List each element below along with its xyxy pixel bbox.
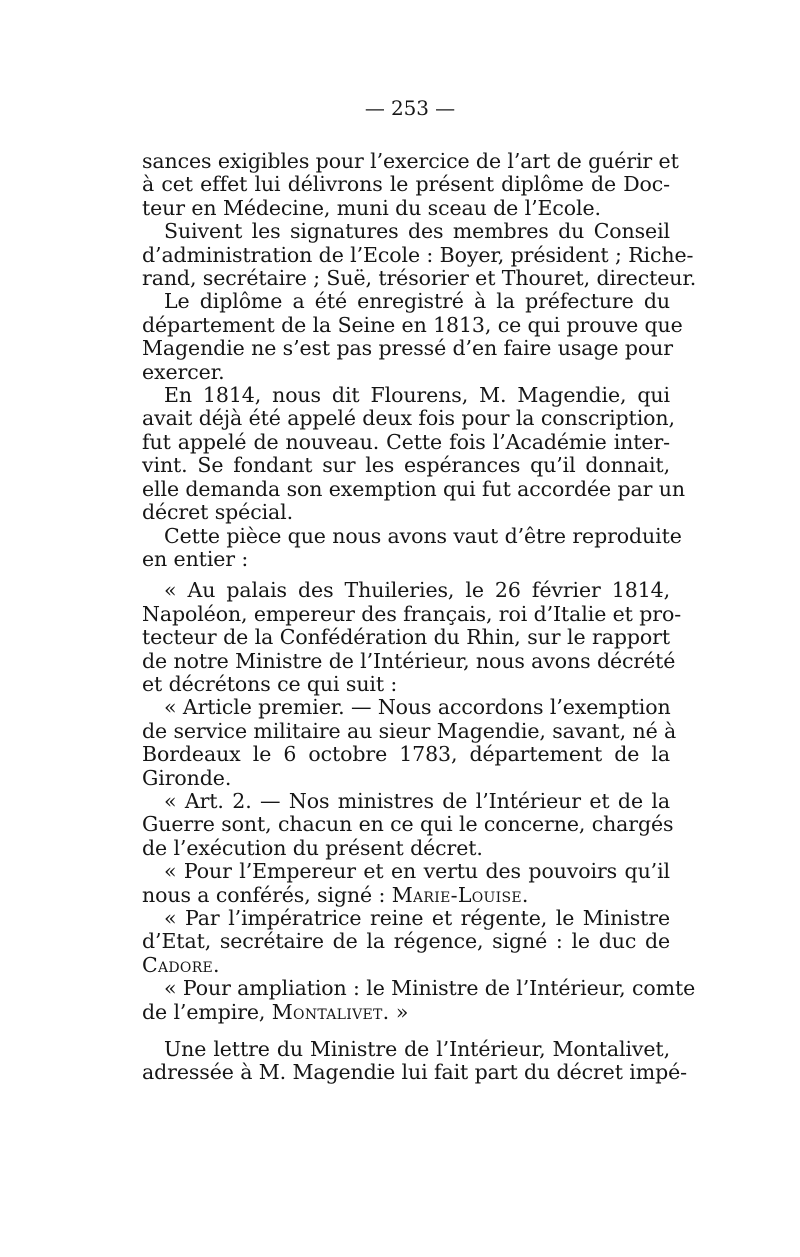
text-line: département de la Seine en 1813, ce qui prouve que [142,312,683,337]
text-line: Cette pièce que nous avons vaut d’être reproduite [164,523,682,548]
text-line: Bordeaux le 6 octobre 1783, département de la [142,742,670,767]
text-line: adressée à M. Magendie lui fait part du décret impé- [142,1060,687,1085]
text-line: « Par l’impératrice reine et régente, le Ministre [164,906,670,930]
text-line: Suivent les signatures des membres du Conseil [164,219,670,244]
text-line: « Pour l’Empereur et en vertu des pouvoirs qu’il [164,859,670,884]
document-page [142,96,697,1085]
text-line: vint. Se fondant sur les espérances qu’il donnait, [142,453,670,478]
text-line [142,884,670,907]
text-line: Gironde. [142,765,232,790]
text-segment: de l’empire, [142,999,272,1024]
text-line: de l’exécution du présent décret. [142,835,483,860]
text-line: Une lettre du Ministre de l’Intérieur, Montalivet, [164,1037,670,1062]
text-line: En 1814, nous dit Flourens, M. Magendie, qui [164,383,670,408]
text-line: avait déjà été appelé deux fois pour la conscription, [142,406,675,431]
text-line: exercer. [142,359,225,384]
signature-name: Marie-Louise. [391,882,529,907]
text-line: Guerre sont, chacun en ce qui le concerne, chargés [142,812,674,837]
text-line: d’administration de l’Ecole : Boyer, président ; Riche- [142,242,694,267]
text-line: décret spécial. [142,500,294,525]
text-line: Le diplôme a été enregistré à la préfecture du [164,289,670,314]
text-segment: » [389,999,409,1024]
text-line: à cet effet lui délivrons le présent diplôme de Doc- [142,172,670,197]
text-line: et décrétons ce qui suit : [142,671,398,696]
text-line: « Au palais des Thuileries, le 26 février 1814, [164,578,670,603]
signature-name: Cadore. [142,952,220,977]
text-line: « Pour ampliation : le Ministre de l’Intérieur, comte [164,976,696,1001]
text-line: sances exigibles pour l’exercice de l’art de guérir et [142,149,679,173]
text-line: Magendie ne s’est pas pressé d’en faire usage pour [142,336,673,361]
spacer [142,1024,670,1038]
text-line: tecteur de la Confédération du Rhin, sur le rapport [142,625,670,650]
text-line: d’Etat, secrétaire de la régence, signé : le duc de [142,929,670,954]
text-line: Napoléon, empereur des français, roi d’Italie et pro- [142,601,682,626]
page-number: — 253 — [364,96,456,120]
signature-name: Montalivet. [271,999,390,1024]
text-line [142,1001,670,1024]
text-line: « Art. 2. — Nos ministres de l’Intérieur et de la [164,788,670,813]
text-line: elle demanda son exemption qui fut accordée par un [142,476,685,501]
text-line: de notre Ministre de l’Intérieur, nous avons décrété [142,648,676,673]
text-line: teur en Médecine, muni du sceau de l’Ecole. [142,195,601,220]
text-segment: nous a conférés, signé : [142,882,392,907]
text-line: de service militaire au sieur Magendie, savant, né à [142,718,677,743]
text-line: en entier : [142,546,249,571]
text-line: fut appelé de nouveau. Cette fois l’Académie inter- [142,429,670,454]
text-line: rand, secrétaire ; Suë, trésorier et Thouret, directeur. [142,266,697,291]
text-line: « Article premier. — Nous accordons l’exemption [164,695,671,720]
